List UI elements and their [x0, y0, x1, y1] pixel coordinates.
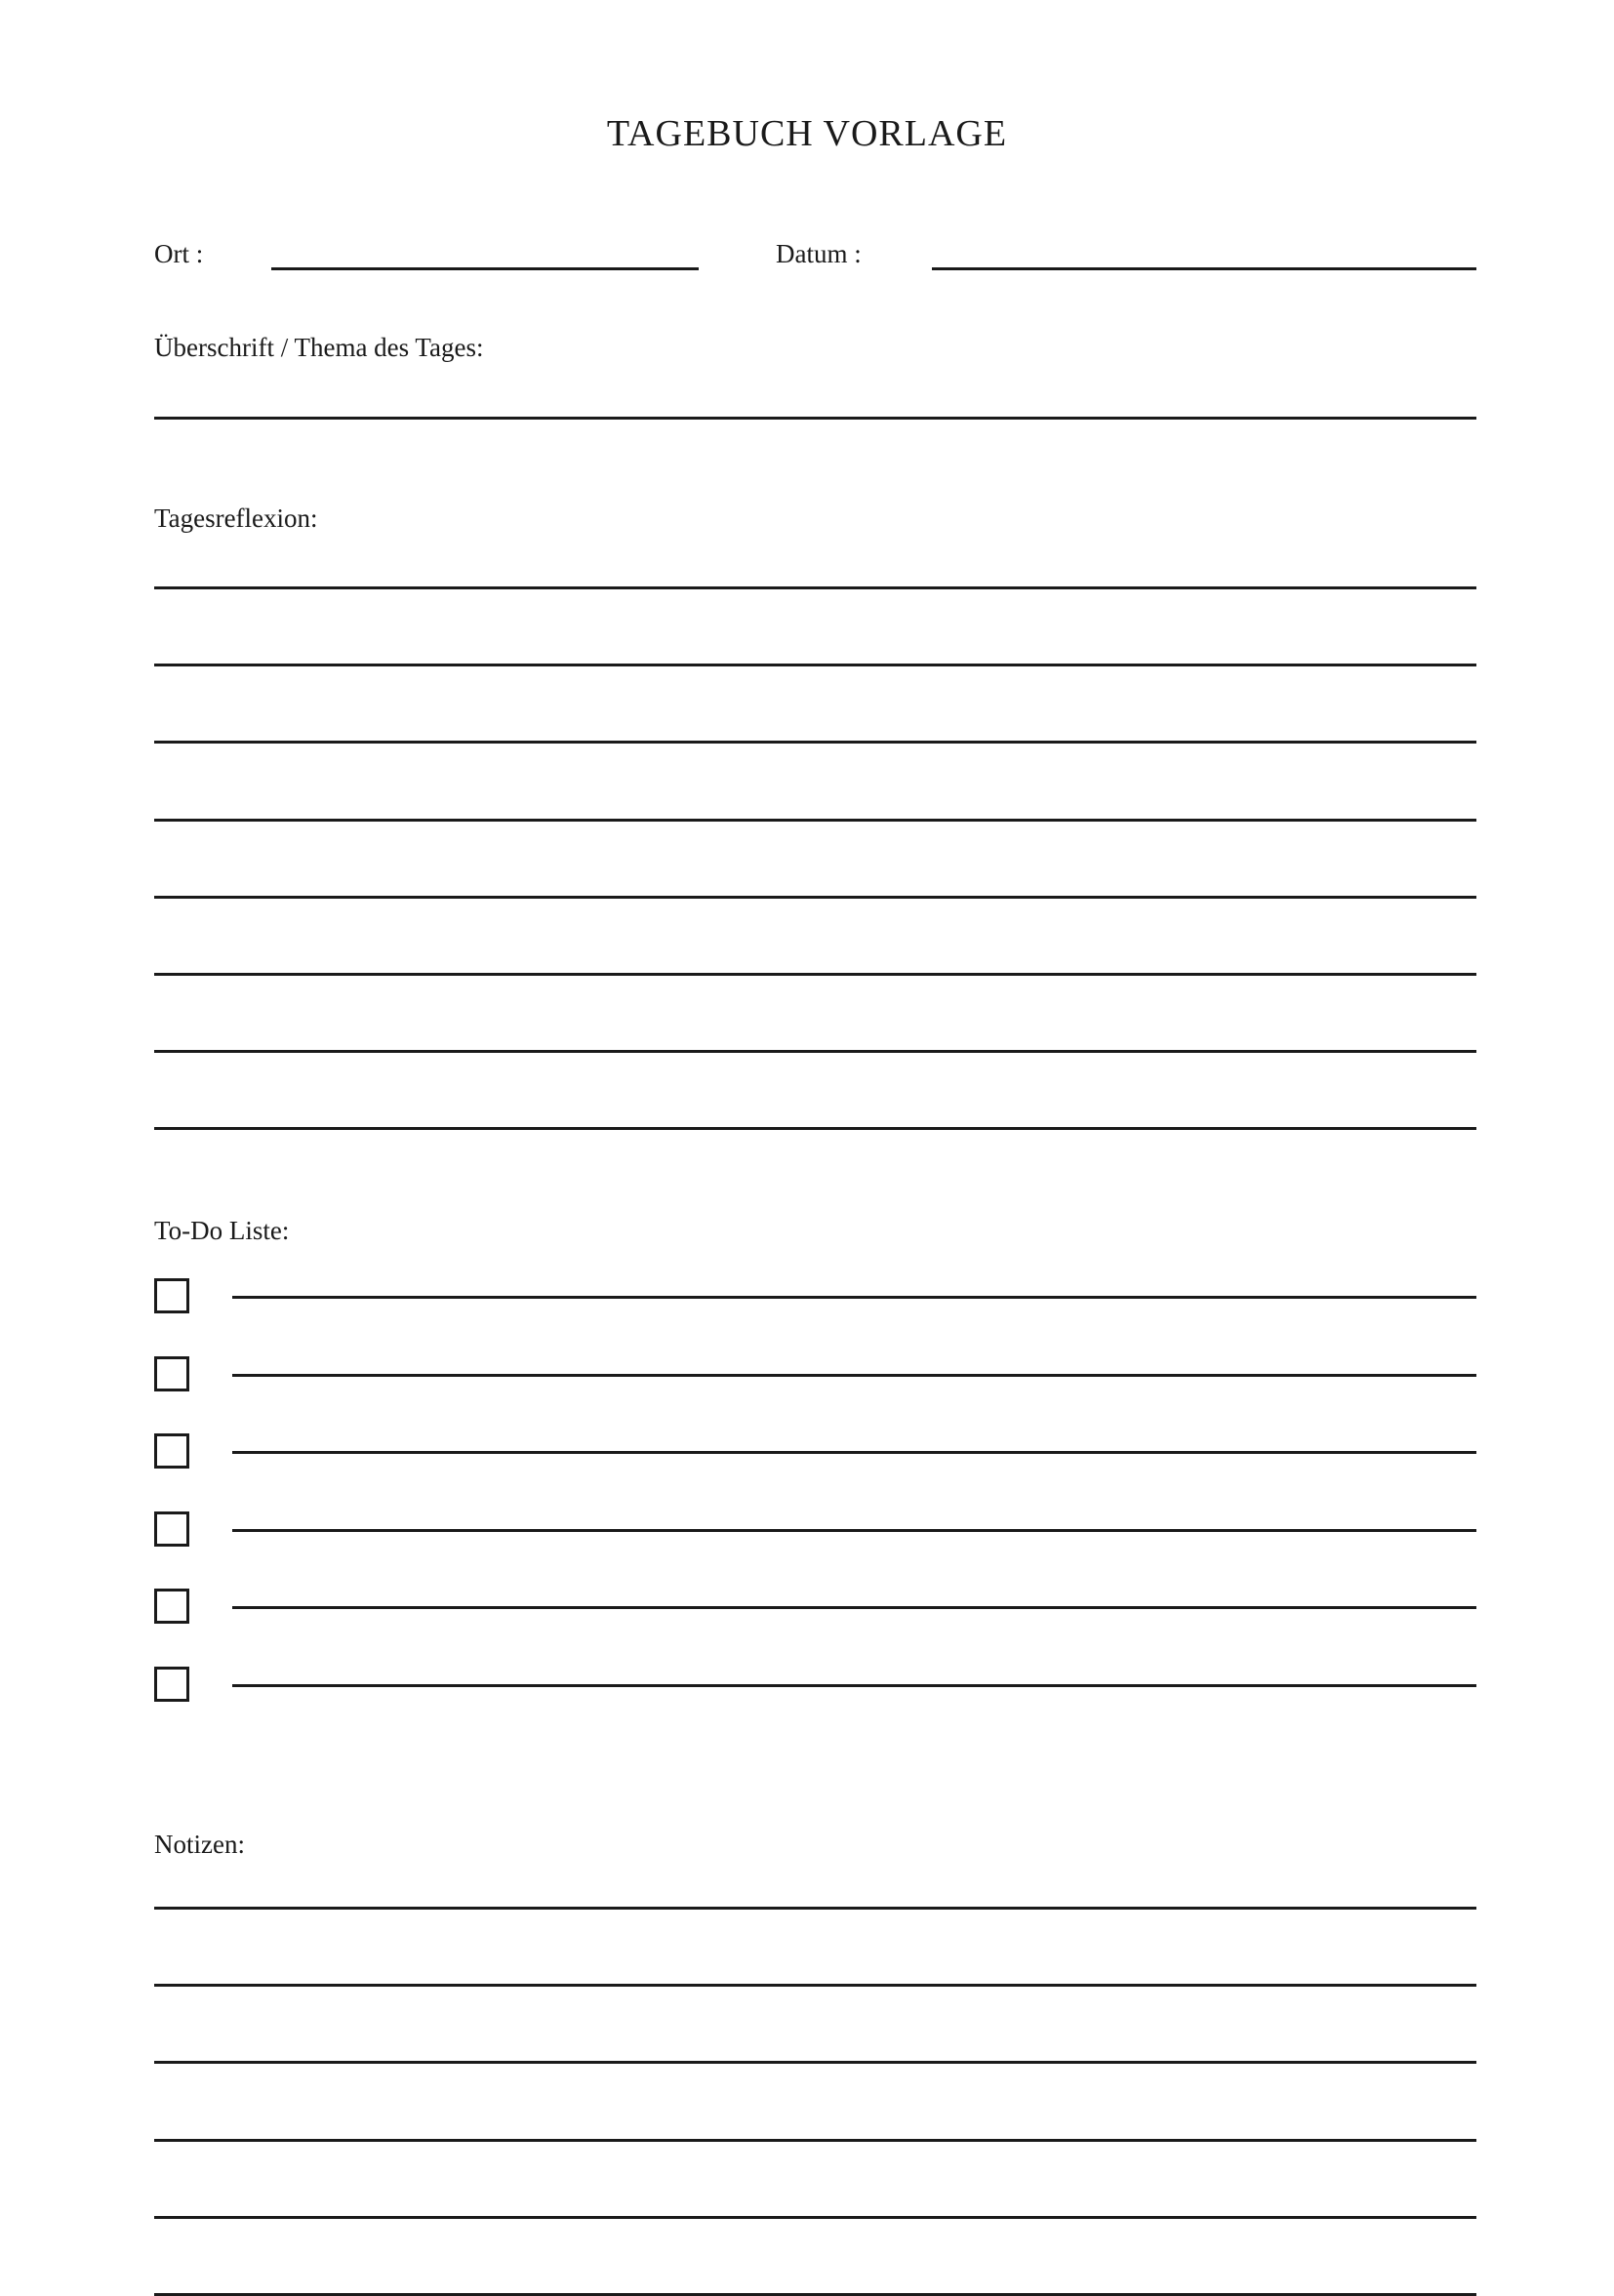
notes-line[interactable] — [154, 2216, 1476, 2219]
headline-field-line[interactable] — [154, 417, 1476, 420]
todo-item-line[interactable] — [232, 1529, 1476, 1532]
todo-checkbox[interactable] — [154, 1589, 189, 1624]
notes-line[interactable] — [154, 2139, 1476, 2142]
datum-label: Datum : — [776, 239, 862, 268]
todo-checkbox[interactable] — [154, 1511, 189, 1547]
todo-item-line[interactable] — [232, 1451, 1476, 1454]
todo-checkbox[interactable] — [154, 1356, 189, 1391]
reflection-label: Tagesreflexion: — [154, 504, 318, 533]
notes-label: Notizen: — [154, 1830, 245, 1859]
datum-field-line[interactable] — [932, 267, 1476, 270]
reflection-line[interactable] — [154, 741, 1476, 744]
todo-label: To-Do Liste: — [154, 1216, 290, 1245]
page-title: TAGEBUCH VORLAGE — [606, 113, 1008, 154]
todo-item-line[interactable] — [232, 1296, 1476, 1299]
todo-item-line[interactable] — [232, 1606, 1476, 1609]
headline-label: Überschrift / Thema des Tages: — [154, 333, 484, 362]
reflection-line[interactable] — [154, 896, 1476, 899]
reflection-line[interactable] — [154, 1050, 1476, 1053]
todo-item-line[interactable] — [232, 1684, 1476, 1687]
todo-checkbox[interactable] — [154, 1433, 189, 1469]
reflection-line[interactable] — [154, 1127, 1476, 1130]
reflection-line[interactable] — [154, 819, 1476, 822]
notes-line[interactable] — [154, 2061, 1476, 2064]
reflection-line[interactable] — [154, 973, 1476, 976]
todo-checkbox[interactable] — [154, 1278, 189, 1313]
todo-checkbox[interactable] — [154, 1667, 189, 1702]
todo-item-line[interactable] — [232, 1374, 1476, 1377]
notes-line[interactable] — [154, 1984, 1476, 1987]
reflection-line[interactable] — [154, 586, 1476, 589]
notes-line[interactable] — [154, 1907, 1476, 1910]
ort-field-line[interactable] — [271, 267, 699, 270]
reflection-line[interactable] — [154, 664, 1476, 666]
ort-label: Ort : — [154, 239, 204, 268]
